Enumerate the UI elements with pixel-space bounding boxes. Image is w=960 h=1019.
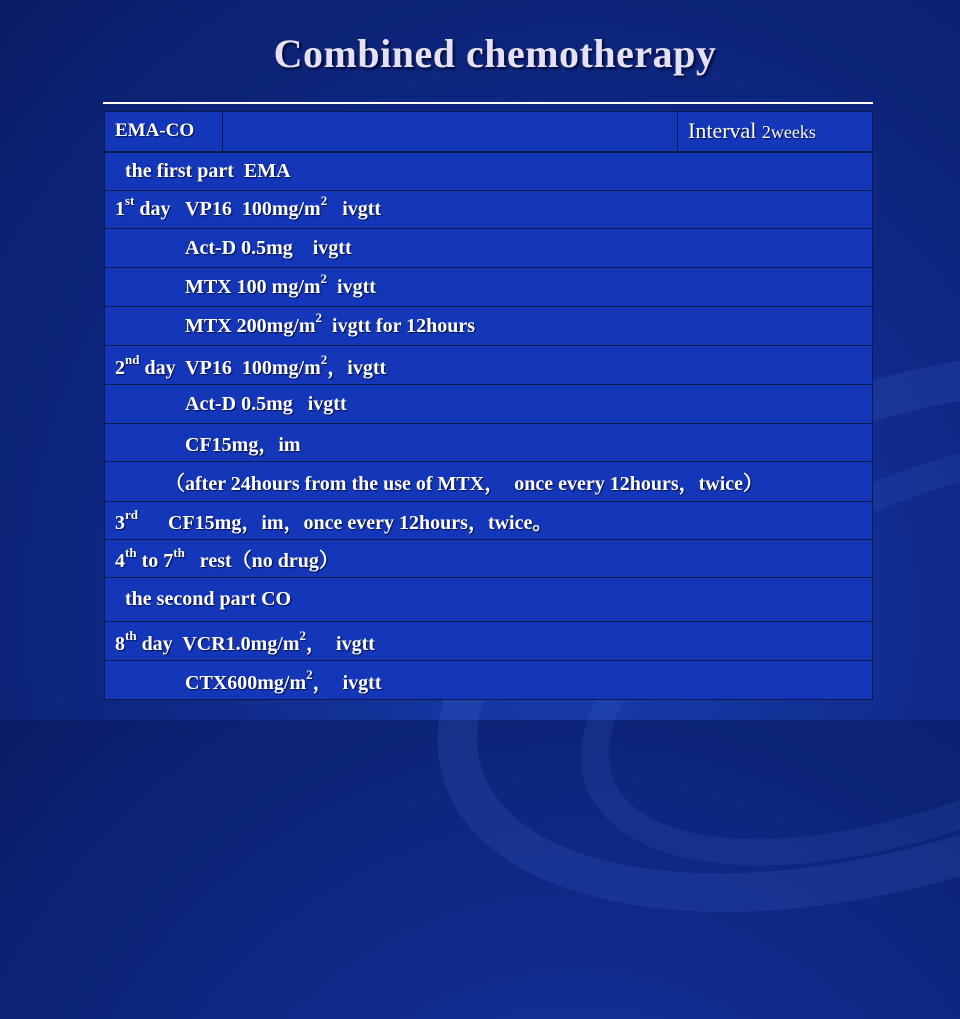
table-row — [105, 229, 873, 268]
rest-text: rest（no drug） — [184, 550, 339, 572]
table-row — [105, 622, 873, 661]
exponent: 2 — [320, 270, 328, 286]
table-row — [105, 346, 873, 385]
empty-header-cell — [223, 112, 678, 152]
section-heading-ema: the first part EMA — [105, 152, 873, 191]
interval-label: Interval — [688, 118, 757, 144]
regimen-name-cell: EMA-CO — [105, 112, 223, 152]
page-title: Combined chemotherapy — [273, 31, 717, 76]
day-number: 4 — [115, 550, 125, 572]
dose-text: day VP16 100mg/m — [139, 356, 321, 379]
table-row — [105, 502, 873, 540]
table-row — [105, 424, 873, 462]
day-number: 1 — [115, 198, 125, 220]
exponent: 2 — [315, 309, 323, 325]
list-item — [105, 307, 873, 346]
table-row — [105, 462, 873, 502]
ordinal-suffix: rd — [125, 507, 138, 523]
table-row — [105, 385, 873, 424]
dose-text: MTX 200mg/m — [185, 314, 316, 337]
dose-text: CF15mg，im，once every 12hours，twice。 — [138, 512, 553, 534]
list-item: Act-D 0.5mg ivgtt — [105, 229, 873, 268]
list-item — [105, 622, 873, 661]
table-row — [105, 268, 873, 307]
list-item — [105, 502, 873, 540]
dose-text: MTX 100 mg/m — [185, 275, 321, 298]
exponent: 2 — [306, 666, 313, 682]
route-text: ivgtt — [327, 275, 376, 298]
list-item — [105, 346, 873, 385]
day-range-text: to 7 — [136, 550, 174, 572]
dose-text: day VCR1.0mg/m — [136, 632, 300, 655]
route-text: ivgtt — [327, 198, 382, 220]
route-text: ，ivgtt — [327, 356, 387, 379]
exponent: 2 — [299, 627, 307, 643]
list-item — [105, 661, 873, 700]
divider — [103, 102, 873, 104]
table-header-row — [105, 112, 873, 152]
route-text: ， ivgtt — [306, 632, 375, 655]
table-row — [105, 540, 873, 578]
ordinal-suffix: th — [125, 627, 137, 643]
ordinal-suffix: st — [125, 193, 135, 209]
table-row — [105, 661, 873, 700]
list-item — [105, 268, 873, 307]
interval-value: 2weeks — [761, 122, 816, 143]
section-heading-co: the second part CO — [105, 578, 873, 622]
ordinal-suffix: th — [173, 545, 185, 561]
day-number: 2 — [115, 356, 125, 379]
list-item-note: （after 24hours from the use of MTX， once every 12hours，twice） — [105, 462, 873, 502]
table-row — [105, 578, 873, 622]
table-row — [105, 191, 873, 229]
route-text: ， ivgtt — [312, 671, 382, 694]
exponent: 2 — [320, 351, 328, 367]
ordinal-suffix: th — [125, 545, 137, 561]
route-text: ivgtt for 12hours — [322, 314, 476, 337]
dose-text: CTX600mg/m — [185, 671, 307, 694]
interval-cell — [678, 112, 873, 152]
table-row — [105, 152, 873, 191]
list-item: CF15mg，im — [105, 424, 873, 462]
dose-text: day VP16 100mg/m — [134, 198, 321, 220]
day-number: 3 — [115, 512, 125, 534]
day-number: 8 — [115, 632, 125, 655]
ordinal-suffix: nd — [125, 351, 140, 367]
list-item: Act-D 0.5mg ivgtt — [105, 385, 873, 424]
regimen-table — [104, 111, 873, 700]
table-row — [105, 307, 873, 346]
list-item — [105, 191, 873, 229]
exponent: 2 — [320, 193, 328, 209]
list-item — [105, 540, 873, 578]
